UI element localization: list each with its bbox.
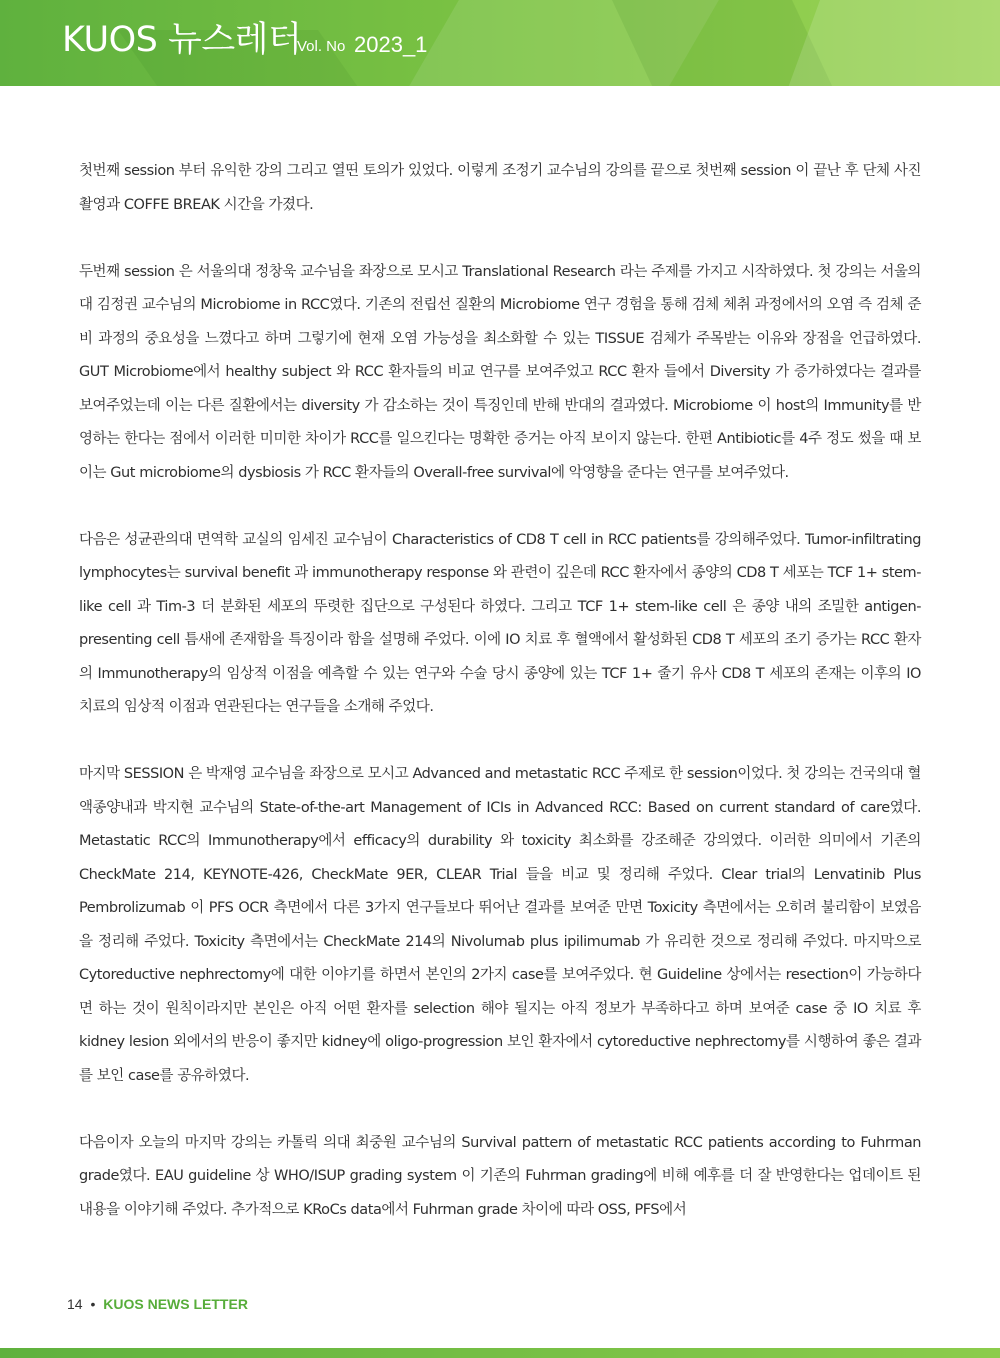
article-paragraph: 두번째 session 은 서울의대 정창욱 교수님을 좌장으로 모시고 Translational Research 라는 주제를 가지고 시작하였다. 첫 강의는 서울의대 김정권 교수님의 Microbiome in RCC였다. 기존의 전립선 질환의 Microbiome 연구 경험을 통해 검체 체취 과정에서의 오염 즉 검체 준비 과정의 중요성을 느꼈다고 하며 그렇기에 현재 오염 가능성을 최소화할 수 있는 TISSUE 검체가 주목받는 이유와 장점을 언급하였다. GUT Microbiome에서 healthy subject 와 RCC 환자들의 비교 연구를 보여주었고 RCC 환자 들에서 Diversity 가 증가하였다는 결과를 보여주었는데 이는 다른 질환에서는 diversity 가 감소하는 것이 특징인데 반해 반대의 결과였다. Microbiome 이 host의 Immunity를 반영하는 한다는 점에서 이러한 미미한 차이가 RCC를 일으킨다는 명확한 증거는 아직 보이지 않는다. 한편 Antibiotic를 4주 정도 썼을 때 보이는 Gut microbiome의 dysbiosis 가 RCC 환자들의 Overall-free survival에 악영향을 준다는 연구를 보여주었다. <box>79 263 921 481</box>
newsletter-title: KUOS 뉴스레터 <box>62 20 302 60</box>
article-paragraph: 다음은 성균관의대 면역학 교실의 임세진 교수님이 Characteristics of CD8 T cell in RCC patients를 강의해주었다. Tumor-infiltrating lymphocytes는 survival benefit 과 immunotherapy response 와 관련이 깊은데 RCC 환자에서 종양의 CD8 T 세포는 TCF 1+ stem-like cell 과 Tim-3 더 분화된 세포의 뚜렷한 집단으로 구성된다 하였다. 그리고 TCF 1+ stem-like cell 은 종양 내의 조밀한 antigen-presenting cell 틈새에 존재함을 특징이라 함을 설명해 주었다. 이에 IO 치료 후 혈액에서 활성화된 CD8 T 세포의 조기 증가는 RCC 환자의 Immunotherapy의 임상적 이점을 예측할 수 있는 연구와 수술 당시 종양에 있는 TCF 1+ 줄기 유사 CD8 T 세포의 존재는 이후의 IO 치료의 임상적 이점과 연관된다는 연구들을 소개해 주었다. <box>79 531 921 715</box>
page-footer <box>67 1296 248 1312</box>
article-paragraph: 첫번째 session 부터 유익한 강의 그리고 열띤 토의가 있었다. 이렇게 조정기 교수님의 강의를 끝으로 첫번째 session 이 끝난 후 단체 사진 촬영과 COFFE BREAK 시간을 가졌다. <box>79 163 921 213</box>
header-decoration <box>769 0 1000 86</box>
article-paragraph: 마지막 SESSION 은 박재영 교수님을 좌장으로 모시고 Advanced and metastatic RCC 주제로 한 session이었다. 첫 강의는 건국의대 혈액종양내과 박지현 교수님의 State-of-the-art Management of ICIs in Advanced RCC: Based on current standard of care였다. Metastatic RCC의 Immunotherapy에서 efficacy의 durability 와 toxicity 최소화를 강조해준 강의였다. 이러한 의미에서 기존의 CheckMate 214, KEYNOTE-426, CheckMate 9ER, CLEAR Trial 들을 비교 및 정리해 주었다. Clear trial의 Lenvatinib Plus Pembrolizumab 이 PFS OCR 측면에서 다른 3가지 연구들보다 뛰어난 결과를 보여준 만면 Toxicity 측면에서는 오히려 불리함이 보였음을 정리해 주었다. Toxicity 측면에서는 CheckMate 214의 Nivolumab plus ipilimumab 가 유리한 것으로 정리해 주었다. 마지막으로 Cytoreductive nephrectomy에 대한 이야기를 하면서 본인의 2가지 case를 보여주었다. 현 Guideline 상에서는 resection이 가능하다면 하는 것이 원칙이라지만 본인은 아직 어떤 환자를 selection 해야 될지는 아직 정보가 부족하다고 하며 보여준 case 중 IO 치료 후 kidney lesion 외에서의 반응이 좋지만 kidney에 oligo-progression 보인 환자에서 cytoreductive nephrectomy를 시행하여 좋은 결과를 보인 case를 공유하였다. <box>79 766 921 1084</box>
article-paragraph: 다음이자 오늘의 마지막 강의는 카톨릭 의대 최중원 교수님의 Survival pattern of metastatic RCC patients according to Fuhrman grade였다. EAU guideline 상 WHO/ISUP grading system 이 기존의 Fuhrman grading에 비해 예후를 더 잘 반영한다는 업데이트 된 내용을 이야기해 주었다. 추가적으로 KRoCs data에서 Fuhrman grade 차이에 따라 OSS, PFS에서 <box>79 1134 921 1218</box>
article-body <box>79 155 921 1261</box>
footer-separator: • <box>90 1296 96 1312</box>
page-number: 14 <box>67 1296 83 1312</box>
volume-label: Vol. No <box>297 38 346 55</box>
header-banner <box>0 0 1000 86</box>
footer-band <box>0 1348 1000 1358</box>
footer-newsletter-label: KUOS NEWS LETTER <box>103 1296 248 1312</box>
volume-number: 2023_1 <box>354 32 428 57</box>
